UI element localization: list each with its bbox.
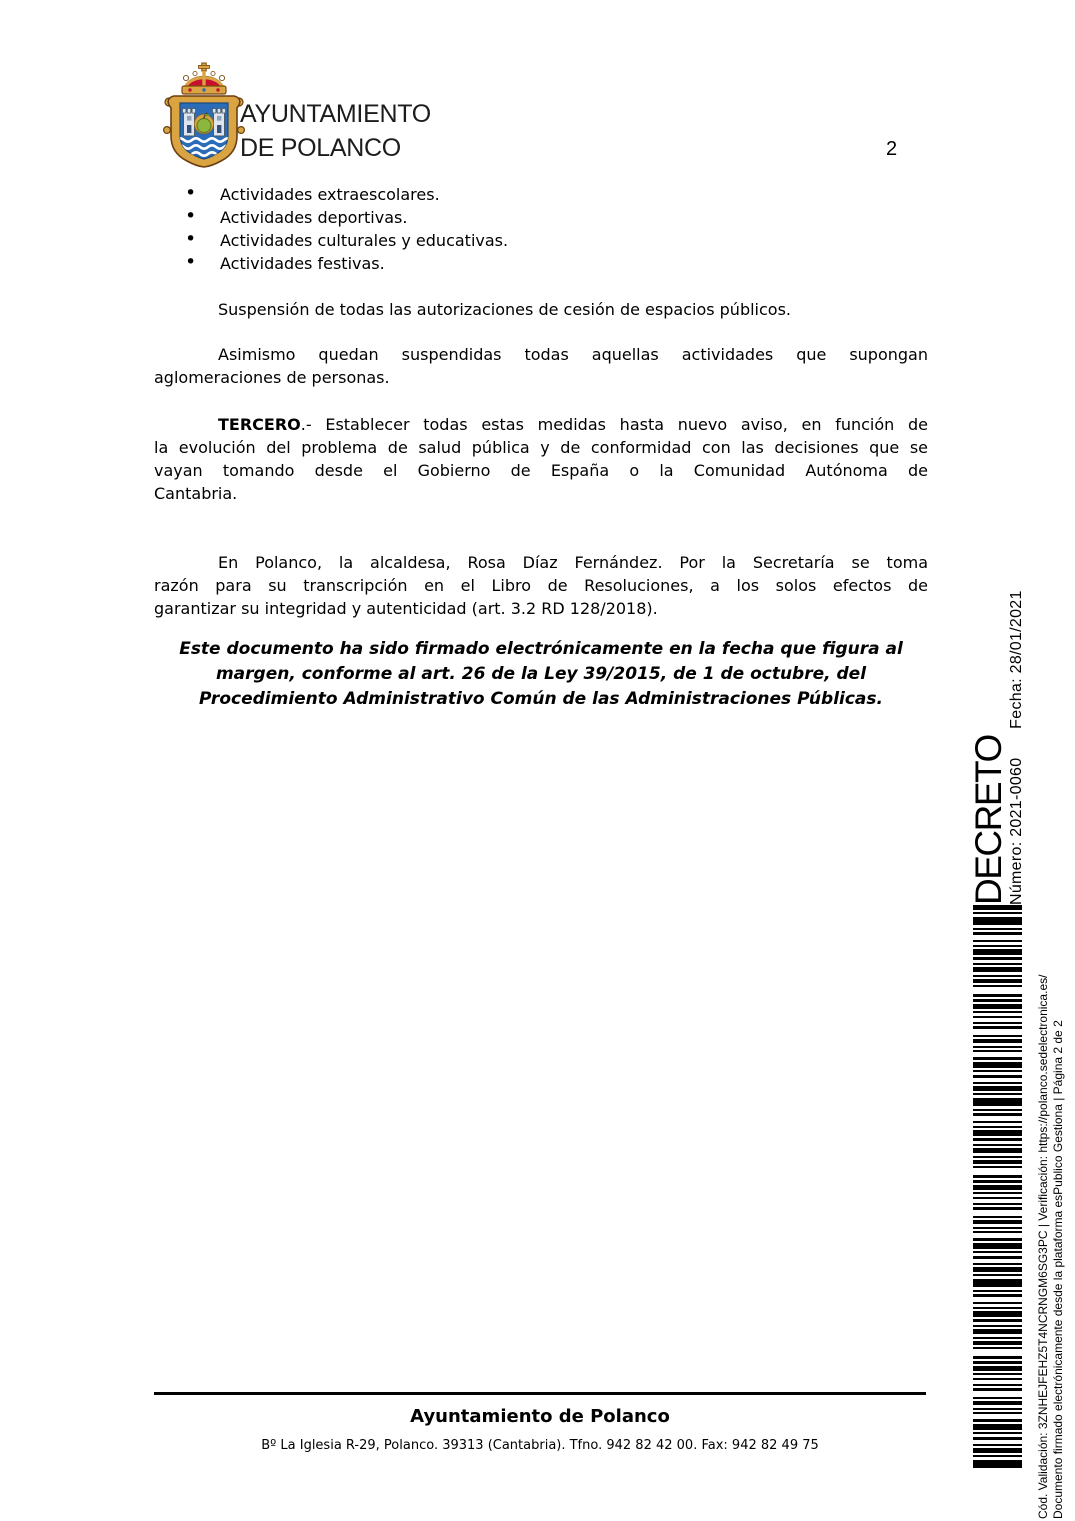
page-number: 2 [886,138,898,160]
footer-divider [154,1392,926,1395]
text-line: margen, conforme al art. 26 de la Ley 39/2015, de 1 de octubre, del [215,664,867,684]
list-item: • Actividades extraescolares. [154,183,928,206]
footer-address: Bº La Iglesia R-29, Polanco. 39313 (Cantabria). Tfno. 942 82 42 00. Fax: 942 82 49 75 [261,1438,819,1453]
barcode [973,905,1022,1468]
barcode-bar [973,987,1022,994]
text-line: Este documento ha sido firmado electrónicamente en la fecha que figura al [179,639,903,659]
text-line: Procedimiento Administrativo Común de las Administraciones Públicas. [199,689,883,709]
barcode-bar [973,1460,1022,1468]
validation-line1: Cód. Validación: 3ZNHEJFEHZ5T4NCRNGM6SG3PC | Verificación: https://polanco.sedelectronica.es/ [1036,974,1050,1519]
text-line: vayan tomando desde el Gobierno de España o la Comunidad Autónoma de [154,461,928,480]
decree-sidebar [968,560,1025,905]
paragraph-en-polanco [154,551,928,620]
activity-list [154,183,928,275]
decree-meta [1008,590,1026,905]
list-item: • Actividades culturales y educativas. [154,229,928,252]
barcode-bar [973,1349,1022,1356]
validation-strip [1036,879,1068,1519]
polanco-shield-icon [156,62,252,172]
electronic-signature-note [154,637,928,712]
text-line: Asimismo quedan suspendidas todas aquellas actividades que supongan [218,345,928,364]
text-line: Cantabria. [154,484,238,503]
coat-of-arms-logo [156,62,252,176]
validation-line2: Documento firmado electrónicamente desde la plataforma esPublico Gestiona | Página 2 de 2 [1051,1020,1065,1519]
org-name-line2: DE POLANCO [240,134,401,162]
text-line: garantizar su integridad y autenticidad (art. 3.2 RD 128/2018). [154,599,658,618]
document-body [154,183,928,712]
text-line: aglomeraciones de personas. [154,368,390,387]
list-item: • Actividades festivas. [154,252,928,275]
text-line: TERCERO.- Establecer todas estas medidas hasta nuevo aviso, en función de [218,415,928,434]
paragraph-asimismo [154,343,928,389]
suspension-line: Suspensión de todas las autorizaciones de cesión de espacios públicos. [218,300,791,319]
org-name-line1: AYUNTAMIENTO [240,100,431,128]
text-line: En Polanco, la alcaldesa, Rosa Díaz Fernández. Por la Secretaría se toma [218,553,928,572]
barcode-bar [973,1279,1022,1287]
decree-date: Fecha: 28/01/2021 [1008,590,1025,729]
footer-org-name: Ayuntamiento de Polanco [410,1406,670,1427]
text-line: la evolución del problema de salud pública y de conformidad con las decisiones que se [154,438,928,457]
decree-number: Número: 2021-0060 [1008,757,1025,905]
list-item: • Actividades deportivas. [154,206,928,229]
decree-title: DECRETO [968,735,1009,905]
barcode-bar [973,1098,1022,1106]
org-name [240,97,431,165]
barcode-bar [973,1168,1022,1175]
paragraph-tercero [154,413,928,505]
barcode-bar [973,917,1022,925]
text-line: razón para su transcripción en el Libro de Resoluciones, a los solos efectos de [154,576,928,595]
